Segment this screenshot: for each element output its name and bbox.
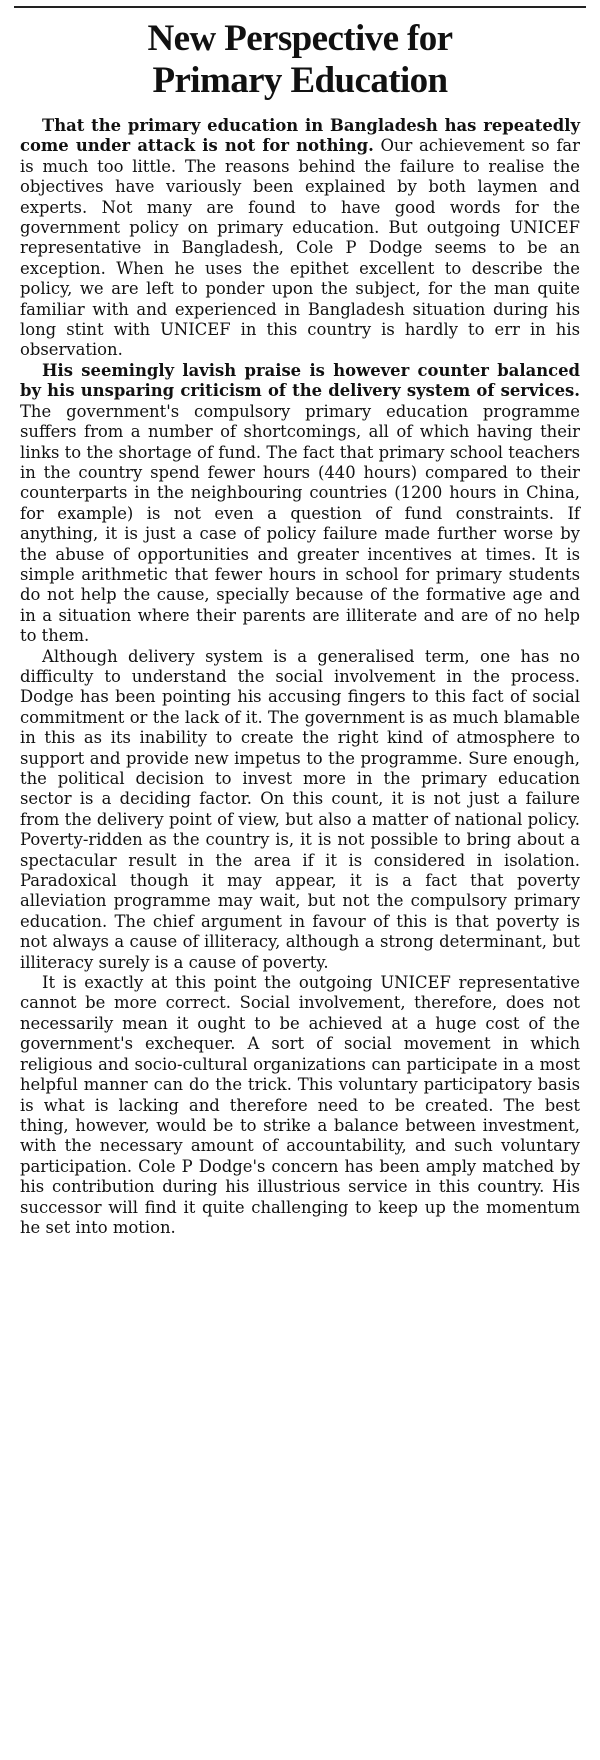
paragraph-3-text: Although delivery system is a generalised term, one has no difficulty to understand the social involvement in the process. Dodge has been pointing his accusing fingers to this fact of social commitment or the lack of it. The government is as much blamable in this as its inability to create the right kind of atmosphere to support and provide new impetus to the programme. Sure enough, the political decision to invest more in the primary education sector is a deciding factor. On this count, it is not just a failure from the delivery point of view, but also a matter of national policy. Poverty-ridden as the country is, it is not possible to bring about a spectacular result in the area if it is considered in isolation. Paradoxical though it may appear, it is a fact that poverty alleviation programme may wait, but not the compulsory primary education. The chief argument in favour of this is that poverty is not always a cause of illiteracy, although a strong determinant, but illiteracy surely is a cause of poverty. (20, 646, 580, 972)
headline-line-2: Primary Education (152, 60, 448, 101)
article-body (14, 116, 586, 1238)
article-paragraph-1 (20, 116, 580, 361)
article-paragraph-4 (20, 973, 580, 1238)
headline-line-1: New Perspective for (147, 18, 453, 59)
paragraph-1-lead: That the primary education in Bangladesh has repeatedly come under attack is not for nothing. (20, 116, 580, 156)
paragraph-2-text: The government's compulsory primary education programme suffers from a number of shortcomings, all of which having their links to the shortage of fund. The fact that primary school teachers in the country spend fewer hours (440 hours) compared to their counterparts in the neighbouring countries (1200 hours in China, for example) is not even a question of fund constraints. If anything, it is just a case of policy failure made further worse by the abuse of opportunities and greater incentives at times. It is simple arithmetic that fewer hours in school for primary students do not help the cause, specially because of the formative age and in a situation where their parents are illiterate and are of no help to them. (20, 401, 580, 646)
paragraph-1-text: Our achievement so far is much too little. The reasons behind the failure to realise the objectives have variously been explained by both laymen and experts. Not many are found to have good words for the government policy on primary education. But outgoing UNICEF representative in Bangladesh, Cole P Dodge seems to be an exception. When he uses the epithet excellent to describe the policy, we are left to ponder upon the subject, for the man quite familiar with and experienced in Bangladesh situation during his long stint with UNICEF in this country is hardly to err in his observation. (20, 136, 581, 360)
article-paragraph-2 (20, 361, 580, 647)
newspaper-clipping (14, 6, 586, 1754)
paragraph-4-text: It is exactly at this point the outgoing UNICEF representative cannot be more correct. Social involvement, therefore, does not necessarily mean it ought to be achieved at a huge cost of the government's exchequer. A sort of social movement in which religious and socio-cultural organizations can participate in a most helpful manner can do the trick. This voluntary participatory basis is what is lacking and therefore need to be created. The best thing, however, would be to strike a balance between investment, with the necessary amount of accountability, and such voluntary participation. Cole P Dodge's concern has been amply matched by his contribution during his illustrious service in this country. His successor will find it quite challenging to keep up the momentum he set into motion. (20, 973, 580, 1237)
article-paragraph-3 (20, 647, 580, 974)
article-headline (14, 18, 586, 102)
paragraph-2-lead: His seemingly lavish praise is however counter balanced by his unsparing criticism of the delivery system of services. (20, 360, 580, 401)
